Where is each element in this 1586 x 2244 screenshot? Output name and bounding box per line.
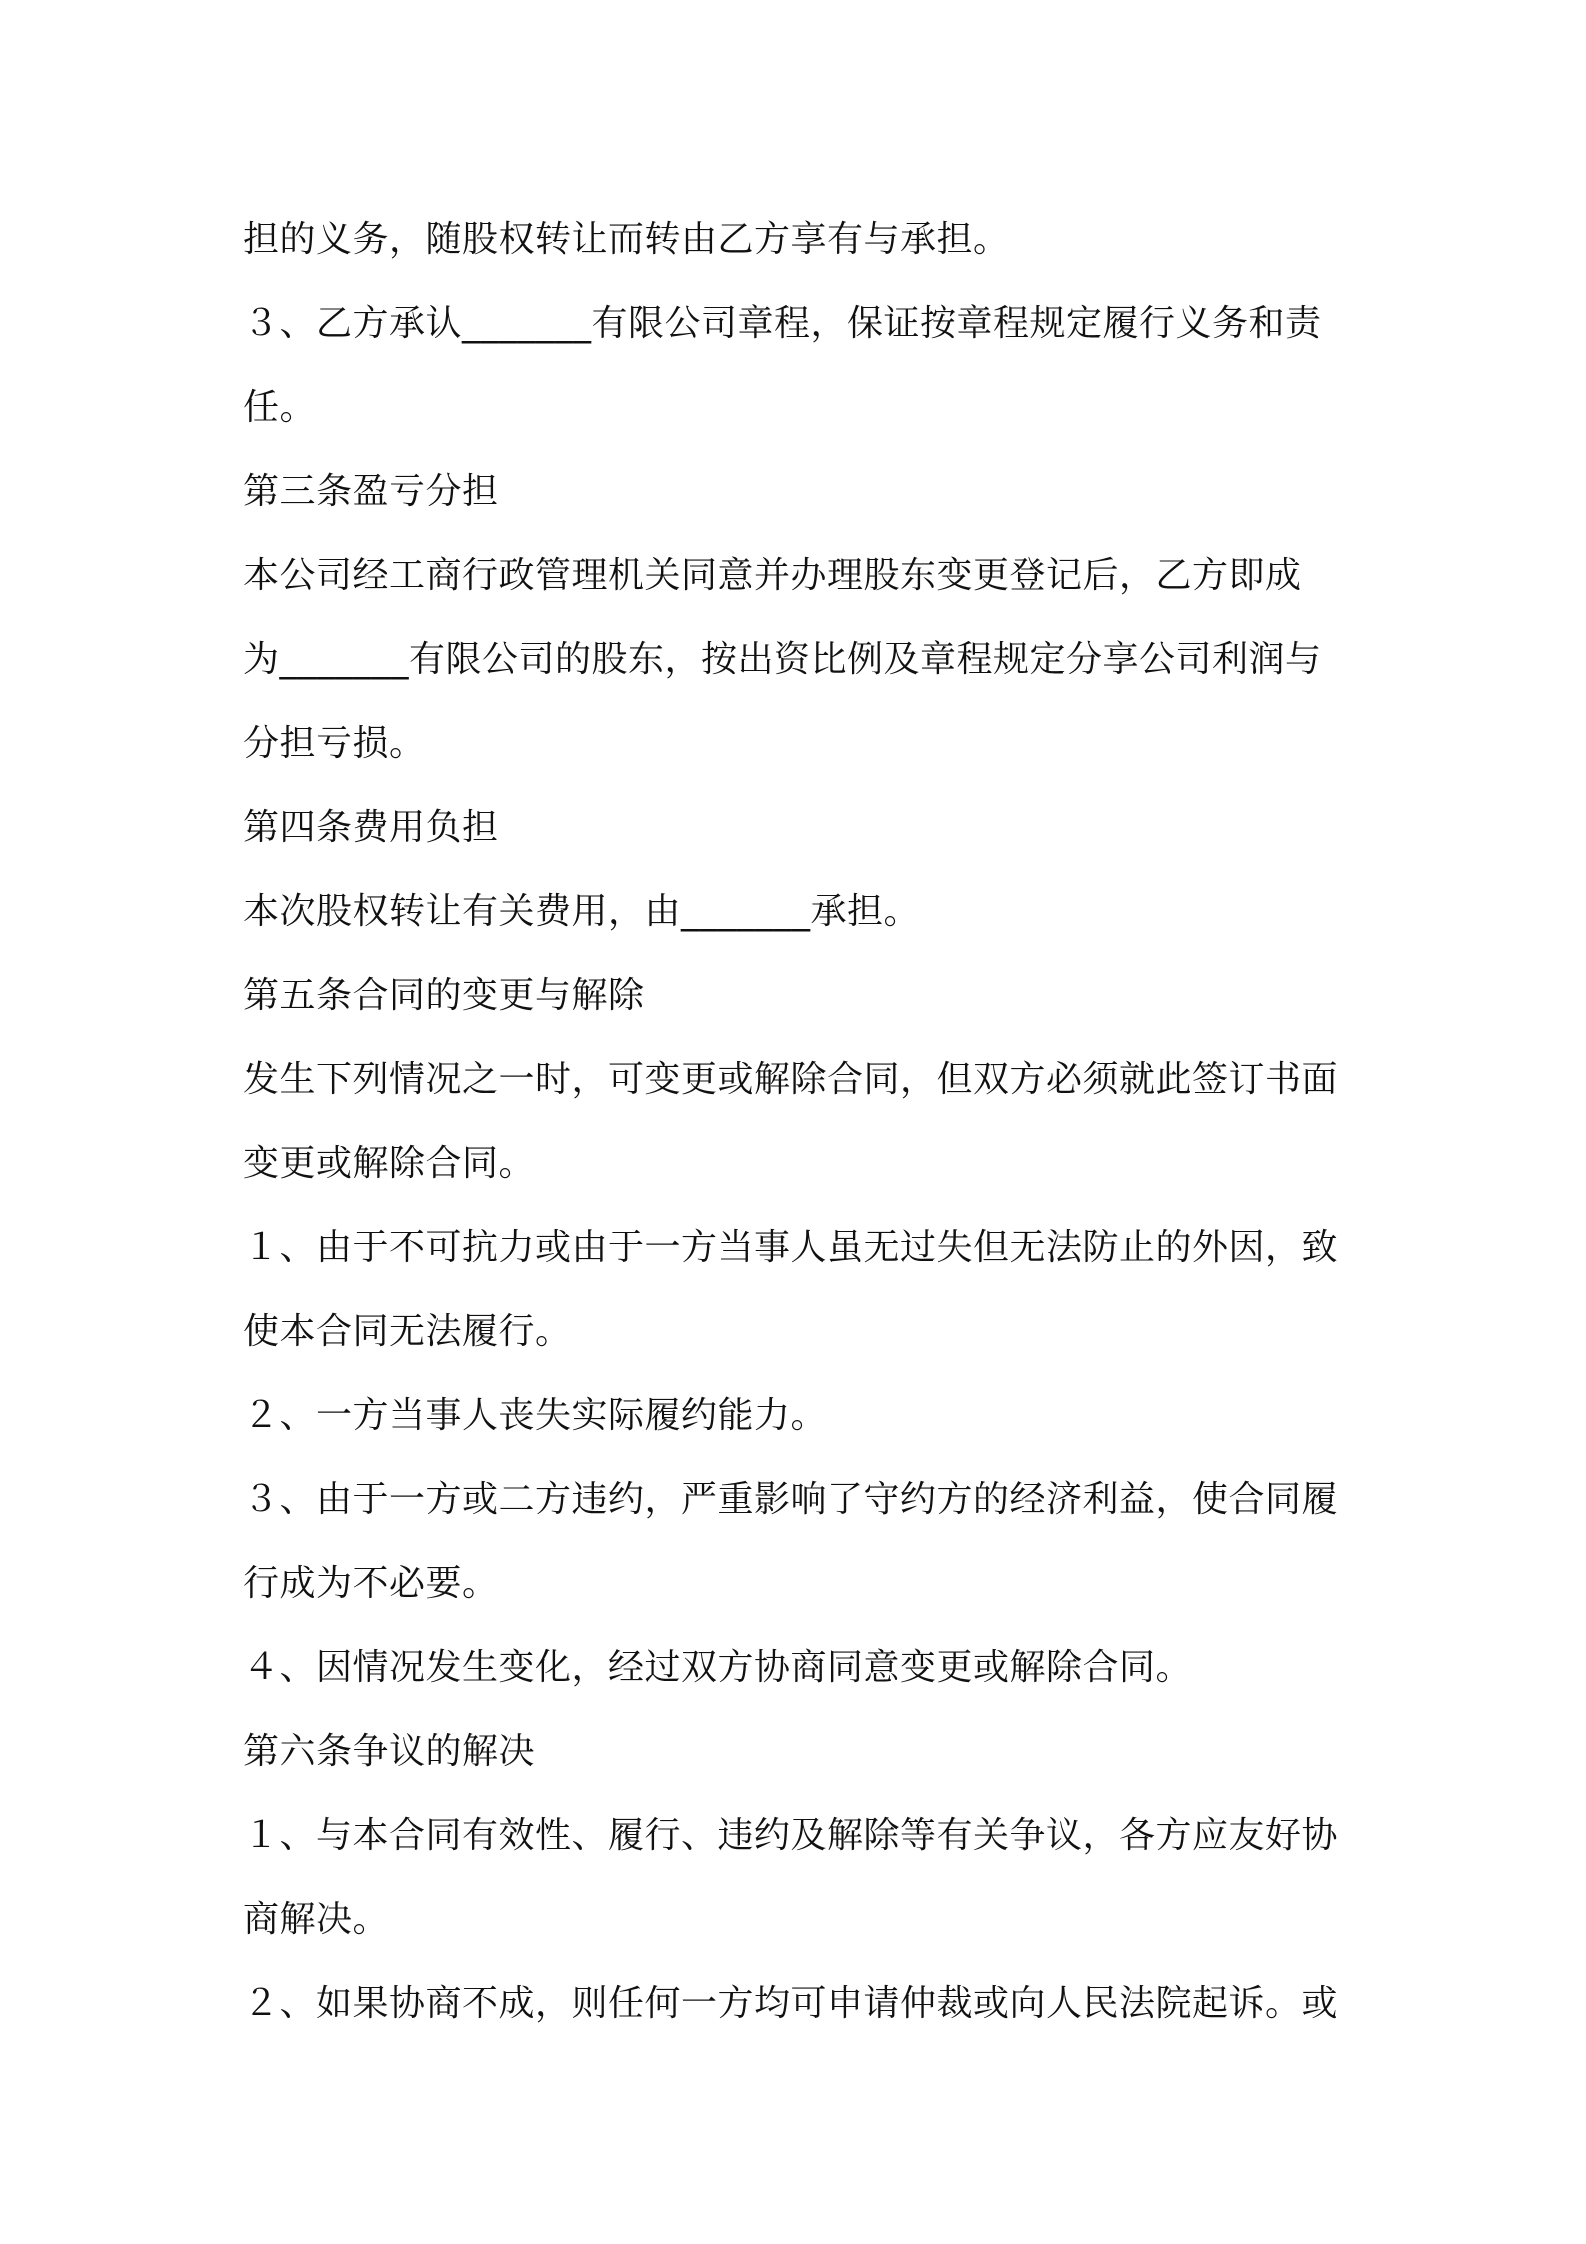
section-heading: 第三条盈亏分担: [243, 471, 499, 512]
text-line: 分担亏损。: [243, 723, 426, 764]
text-line: ３、由于一方或二方违约，严重影响了守约方的经济利益，使合同履: [243, 1479, 1339, 1520]
text-line: 行成为不必要。: [243, 1563, 499, 1604]
document-body: [243, 198, 1363, 2046]
text-line: ２、如果协商不成，则任何一方均可申请仲裁或向人民法院起诉。或: [243, 1983, 1339, 2024]
text-line: ２、一方当事人丧失实际履约能力。: [243, 1395, 828, 1436]
text-line: 变更或解除合同。: [243, 1143, 536, 1184]
text-line: ４、因情况发生变化，经过双方协商同意变更或解除合同。: [243, 1647, 1193, 1688]
section-heading: 第六条争议的解决: [243, 1731, 536, 1772]
text-line: 发生下列情况之一时，可变更或解除合同，但双方必须就此签订书面: [243, 1059, 1339, 1100]
text-line: 使本合同无法履行。: [243, 1311, 572, 1352]
text-line: 本次股权转让有关费用，由_______承担。: [243, 891, 921, 932]
text-line: 为_______有限公司的股东，按出资比例及章程规定分享公司利润与: [243, 639, 1322, 680]
text-line: 任。: [243, 387, 317, 428]
text-line: 本公司经工商行政管理机关同意并办理股东变更登记后，乙方即成: [243, 555, 1302, 596]
text-line: 商解决。: [243, 1899, 390, 1940]
section-heading: 第五条合同的变更与解除: [243, 975, 645, 1016]
section-heading: 第四条费用负担: [243, 807, 499, 848]
text-line: 担的义务，随股权转让而转由乙方享有与承担。: [243, 219, 1010, 260]
text-line: ３、乙方承认_______有限公司章程，保证按章程规定履行义务和责: [243, 303, 1322, 344]
text-line: １、与本合同有效性、履行、违约及解除等有关争议，各方应友好协: [243, 1815, 1339, 1856]
text-line: １、由于不可抗力或由于一方当事人虽无过失但无法防止的外因，致: [243, 1227, 1339, 1268]
